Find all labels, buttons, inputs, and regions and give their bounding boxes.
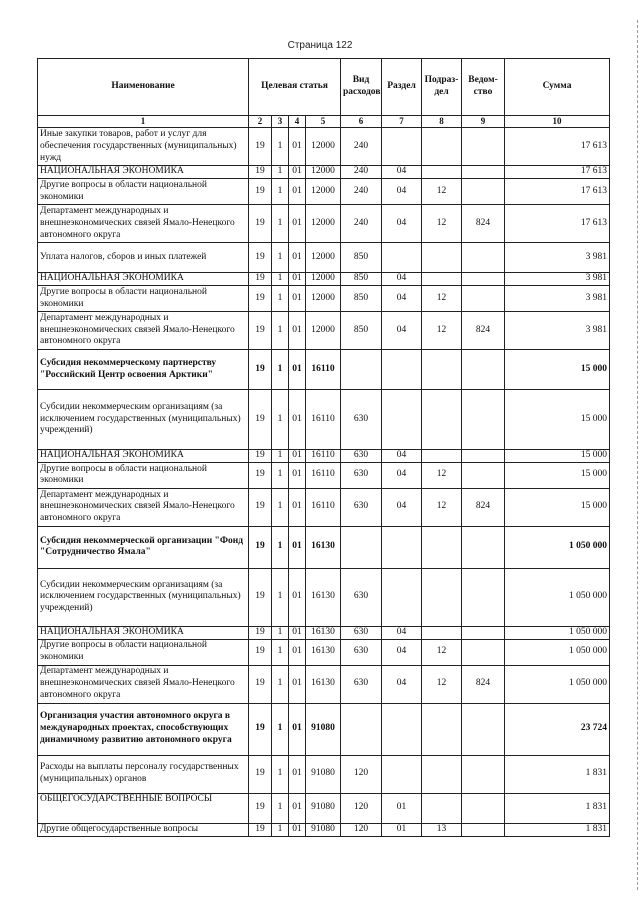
row-code-1: 19 [249, 488, 272, 526]
table-row [38, 286, 610, 312]
row-department [462, 639, 505, 665]
row-code-3: 01 [289, 665, 306, 703]
row-name: НАЦИОНАЛЬНАЯ ЭКОНОМИКА [38, 450, 249, 463]
row-sum: 1 050 000 [505, 568, 610, 626]
row-section: 04 [382, 273, 422, 286]
row-sum: 1 831 [505, 755, 610, 793]
row-code-1: 19 [249, 273, 272, 286]
row-code-1: 19 [249, 350, 272, 390]
row-sum: 3 981 [505, 312, 610, 350]
row-code-2: 1 [272, 665, 289, 703]
row-expense-type [341, 526, 382, 568]
row-sum: 1 050 000 [505, 639, 610, 665]
scan-binding-edge [636, 20, 638, 890]
row-code-1: 19 [249, 755, 272, 793]
row-department [462, 755, 505, 793]
row-department: 824 [462, 488, 505, 526]
row-section: 04 [382, 626, 422, 639]
row-subsection [422, 390, 462, 450]
row-department [462, 626, 505, 639]
row-sum: 15 000 [505, 350, 610, 390]
table-row [38, 179, 610, 205]
row-code-1: 19 [249, 462, 272, 488]
row-name: Департамент международных и внешнеэкономических связей Ямало-Ненецкого автономного округа [38, 312, 249, 350]
row-expense-type: 630 [341, 568, 382, 626]
row-code-3: 01 [289, 526, 306, 568]
row-department: 824 [462, 665, 505, 703]
row-subsection [422, 626, 462, 639]
row-expense-type: 120 [341, 793, 382, 823]
row-code-1: 19 [249, 703, 272, 755]
row-code-3: 01 [289, 286, 306, 312]
row-department: 824 [462, 205, 505, 243]
row-name: НАЦИОНАЛЬНАЯ ЭКОНОМИКА [38, 626, 249, 639]
row-name: ОБЩЕГОСУДАРСТВЕННЫЕ ВОПРОСЫ [38, 793, 249, 823]
row-code-4: 12000 [306, 128, 341, 166]
row-section [382, 703, 422, 755]
row-code-4: 16130 [306, 568, 341, 626]
row-code-3: 01 [289, 390, 306, 450]
row-department [462, 568, 505, 626]
row-code-4: 12000 [306, 166, 341, 179]
row-subsection: 12 [422, 665, 462, 703]
row-subsection [422, 166, 462, 179]
column-number: 4 [289, 116, 306, 128]
row-subsection: 12 [422, 179, 462, 205]
row-section: 04 [382, 312, 422, 350]
row-expense-type: 630 [341, 665, 382, 703]
row-department [462, 128, 505, 166]
row-code-2: 1 [272, 639, 289, 665]
header-sum: Сумма [505, 59, 610, 116]
row-section: 04 [382, 665, 422, 703]
row-name: Департамент международных и внешнеэкономических связей Ямало-Ненецкого автономного округа [38, 488, 249, 526]
row-sum: 1 831 [505, 793, 610, 823]
row-code-1: 19 [249, 823, 272, 836]
row-code-1: 19 [249, 639, 272, 665]
row-subsection: 12 [422, 205, 462, 243]
row-code-2: 1 [272, 273, 289, 286]
row-code-1: 19 [249, 793, 272, 823]
header-subsection: Подраз-дел [422, 59, 462, 116]
row-department [462, 350, 505, 390]
row-code-3: 01 [289, 273, 306, 286]
column-number: 3 [272, 116, 289, 128]
row-name: Субсидия некоммерческому партнерству "Российский Центр освоения Арктики" [38, 350, 249, 390]
row-expense-type: 240 [341, 166, 382, 179]
column-number-row [38, 116, 610, 128]
row-sum: 17 613 [505, 128, 610, 166]
row-expense-type: 850 [341, 273, 382, 286]
header-name: Наименование [38, 59, 249, 116]
column-number: 5 [306, 116, 341, 128]
row-code-4: 16130 [306, 526, 341, 568]
row-code-3: 01 [289, 703, 306, 755]
row-expense-type: 240 [341, 128, 382, 166]
row-sum: 1 050 000 [505, 526, 610, 568]
row-code-2: 1 [272, 793, 289, 823]
row-expense-type: 630 [341, 450, 382, 463]
row-code-4: 12000 [306, 273, 341, 286]
row-department [462, 179, 505, 205]
row-code-2: 1 [272, 450, 289, 463]
row-department [462, 243, 505, 273]
row-code-2: 1 [272, 286, 289, 312]
table-row [38, 526, 610, 568]
row-expense-type: 630 [341, 639, 382, 665]
table-row [38, 462, 610, 488]
row-code-3: 01 [289, 350, 306, 390]
row-subsection [422, 568, 462, 626]
row-name: Расходы на выплаты персоналу государственных (муниципальных) органов [38, 755, 249, 793]
row-expense-type: 120 [341, 823, 382, 836]
row-subsection: 12 [422, 639, 462, 665]
row-department [462, 390, 505, 450]
row-sum: 1 050 000 [505, 626, 610, 639]
row-code-3: 01 [289, 823, 306, 836]
row-sum: 3 981 [505, 243, 610, 273]
row-sum: 15 000 [505, 488, 610, 526]
row-expense-type: 850 [341, 312, 382, 350]
row-expense-type: 630 [341, 462, 382, 488]
table-row [38, 166, 610, 179]
row-department [462, 823, 505, 836]
row-code-3: 01 [289, 312, 306, 350]
row-code-2: 1 [272, 390, 289, 450]
row-code-3: 01 [289, 462, 306, 488]
column-number: 9 [462, 116, 505, 128]
table-row [38, 639, 610, 665]
row-code-3: 01 [289, 243, 306, 273]
row-code-4: 16130 [306, 665, 341, 703]
row-department: 824 [462, 312, 505, 350]
row-subsection: 13 [422, 823, 462, 836]
row-department [462, 526, 505, 568]
row-department [462, 166, 505, 179]
row-code-3: 01 [289, 179, 306, 205]
row-name: Субсидия некоммерческой организации "Фонд "Сотрудничество Ямала" [38, 526, 249, 568]
row-code-4: 16110 [306, 390, 341, 450]
row-code-4: 12000 [306, 243, 341, 273]
row-sum: 15 000 [505, 462, 610, 488]
row-subsection [422, 755, 462, 793]
row-name: Другие общегосударственные вопросы [38, 823, 249, 836]
row-code-4: 12000 [306, 179, 341, 205]
row-subsection [422, 350, 462, 390]
row-sum: 15 000 [505, 390, 610, 450]
row-subsection: 12 [422, 488, 462, 526]
row-section [382, 350, 422, 390]
row-expense-type: 630 [341, 488, 382, 526]
column-number: 10 [505, 116, 610, 128]
row-section: 01 [382, 823, 422, 836]
row-code-2: 1 [272, 128, 289, 166]
row-subsection [422, 450, 462, 463]
header-department: Ведом-ство [462, 59, 505, 116]
row-code-1: 19 [249, 179, 272, 205]
row-code-1: 19 [249, 526, 272, 568]
row-code-2: 1 [272, 823, 289, 836]
row-expense-type: 850 [341, 286, 382, 312]
table-row [38, 665, 610, 703]
row-name: Субсидии некоммерческим организациям (за исключением государственных (муниципальных) учреждений) [38, 390, 249, 450]
row-sum: 15 000 [505, 450, 610, 463]
table-row [38, 390, 610, 450]
table-row [38, 273, 610, 286]
row-subsection [422, 793, 462, 823]
row-department [462, 273, 505, 286]
row-code-1: 19 [249, 205, 272, 243]
row-expense-type [341, 703, 382, 755]
table-row [38, 243, 610, 273]
row-code-1: 19 [249, 243, 272, 273]
column-number: 8 [422, 116, 462, 128]
column-number: 1 [38, 116, 249, 128]
row-subsection [422, 128, 462, 166]
row-section: 04 [382, 450, 422, 463]
row-name: Другие вопросы в области национальной экономики [38, 286, 249, 312]
row-code-1: 19 [249, 312, 272, 350]
row-section [382, 243, 422, 273]
row-section: 04 [382, 462, 422, 488]
row-code-1: 19 [249, 450, 272, 463]
row-department [462, 462, 505, 488]
row-name: НАЦИОНАЛЬНАЯ ЭКОНОМИКА [38, 166, 249, 179]
row-code-2: 1 [272, 526, 289, 568]
row-expense-type: 630 [341, 626, 382, 639]
row-code-2: 1 [272, 166, 289, 179]
row-name: Иные закупки товаров, работ и услуг для обеспечения государственных (муниципальных) нужд [38, 128, 249, 166]
table-row [38, 205, 610, 243]
row-sum: 1 831 [505, 823, 610, 836]
row-sum: 17 613 [505, 205, 610, 243]
row-code-4: 12000 [306, 286, 341, 312]
row-code-1: 19 [249, 568, 272, 626]
row-sum: 17 613 [505, 166, 610, 179]
row-sum: 3 981 [505, 286, 610, 312]
table-row [38, 488, 610, 526]
row-code-1: 19 [249, 665, 272, 703]
row-code-4: 16130 [306, 639, 341, 665]
table-row [38, 450, 610, 463]
row-name: Другие вопросы в области национальной экономики [38, 179, 249, 205]
table-row [38, 312, 610, 350]
table-header-row [38, 59, 610, 116]
row-code-2: 1 [272, 312, 289, 350]
row-code-4: 12000 [306, 205, 341, 243]
table-row [38, 823, 610, 836]
row-name: Субсидии некоммерческим организациям (за исключением государственных (муниципальных) учреждений) [38, 568, 249, 626]
row-code-1: 19 [249, 166, 272, 179]
row-code-3: 01 [289, 488, 306, 526]
row-code-4: 16110 [306, 462, 341, 488]
row-sum: 1 050 000 [505, 665, 610, 703]
row-code-1: 19 [249, 128, 272, 166]
row-subsection: 12 [422, 462, 462, 488]
column-number: 6 [341, 116, 382, 128]
row-section: 04 [382, 179, 422, 205]
row-section [382, 568, 422, 626]
header-expense-type: Вид расходов [341, 59, 382, 116]
row-expense-type: 240 [341, 205, 382, 243]
header-target-article: Целевая статья [249, 59, 341, 116]
row-expense-type: 630 [341, 390, 382, 450]
row-code-3: 01 [289, 626, 306, 639]
row-department [462, 793, 505, 823]
row-subsection [422, 703, 462, 755]
row-subsection [422, 243, 462, 273]
row-name: Департамент международных и внешнеэкономических связей Ямало-Ненецкого автономного округа [38, 205, 249, 243]
row-code-1: 19 [249, 286, 272, 312]
header-section: Раздел [382, 59, 422, 116]
table-row [38, 755, 610, 793]
row-section [382, 526, 422, 568]
row-section [382, 390, 422, 450]
row-name: Другие вопросы в области национальной экономики [38, 462, 249, 488]
table-row [38, 128, 610, 166]
table-row [38, 626, 610, 639]
row-code-3: 01 [289, 205, 306, 243]
row-code-4: 91080 [306, 755, 341, 793]
row-section: 04 [382, 286, 422, 312]
column-number: 7 [382, 116, 422, 128]
row-sum: 17 613 [505, 179, 610, 205]
row-code-3: 01 [289, 755, 306, 793]
row-department [462, 703, 505, 755]
row-code-2: 1 [272, 205, 289, 243]
row-code-3: 01 [289, 166, 306, 179]
row-expense-type: 240 [341, 179, 382, 205]
row-code-2: 1 [272, 488, 289, 526]
row-code-4: 16110 [306, 488, 341, 526]
row-code-4: 12000 [306, 312, 341, 350]
row-code-2: 1 [272, 350, 289, 390]
row-name: Организация участия автономного округа в международных проектах, способствующих динамичному развитию автономного округа [38, 703, 249, 755]
row-code-3: 01 [289, 450, 306, 463]
row-section [382, 128, 422, 166]
row-code-3: 01 [289, 128, 306, 166]
column-number: 2 [249, 116, 272, 128]
row-subsection [422, 526, 462, 568]
row-code-4: 16110 [306, 350, 341, 390]
row-code-3: 01 [289, 568, 306, 626]
row-section: 04 [382, 166, 422, 179]
row-sum: 3 981 [505, 273, 610, 286]
row-code-2: 1 [272, 703, 289, 755]
row-code-2: 1 [272, 568, 289, 626]
row-code-2: 1 [272, 243, 289, 273]
row-name: НАЦИОНАЛЬНАЯ ЭКОНОМИКА [38, 273, 249, 286]
row-section [382, 755, 422, 793]
row-expense-type [341, 350, 382, 390]
row-expense-type: 120 [341, 755, 382, 793]
row-expense-type: 850 [341, 243, 382, 273]
row-section: 04 [382, 205, 422, 243]
row-section: 04 [382, 639, 422, 665]
row-section: 04 [382, 488, 422, 526]
row-sum: 23 724 [505, 703, 610, 755]
row-code-2: 1 [272, 462, 289, 488]
row-name: Уплата налогов, сборов и иных платежей [38, 243, 249, 273]
row-name: Другие вопросы в области национальной экономики [38, 639, 249, 665]
row-code-4: 16110 [306, 450, 341, 463]
table-row [38, 350, 610, 390]
page-number-label: Страница 122 [287, 40, 353, 51]
row-code-4: 91080 [306, 703, 341, 755]
row-code-2: 1 [272, 755, 289, 793]
row-code-4: 16130 [306, 626, 341, 639]
row-department [462, 450, 505, 463]
row-code-2: 1 [272, 626, 289, 639]
row-subsection [422, 273, 462, 286]
budget-table [37, 58, 610, 837]
row-subsection: 12 [422, 312, 462, 350]
table-row [38, 568, 610, 626]
table-row [38, 703, 610, 755]
row-section: 01 [382, 793, 422, 823]
row-code-2: 1 [272, 179, 289, 205]
row-department [462, 286, 505, 312]
row-code-1: 19 [249, 390, 272, 450]
row-code-4: 91080 [306, 823, 341, 836]
row-code-3: 01 [289, 793, 306, 823]
row-subsection: 12 [422, 286, 462, 312]
row-name: Департамент международных и внешнеэкономических связей Ямало-Ненецкого автономного округа [38, 665, 249, 703]
row-code-1: 19 [249, 626, 272, 639]
row-code-3: 01 [289, 639, 306, 665]
row-code-4: 91080 [306, 793, 341, 823]
table-row [38, 793, 610, 823]
